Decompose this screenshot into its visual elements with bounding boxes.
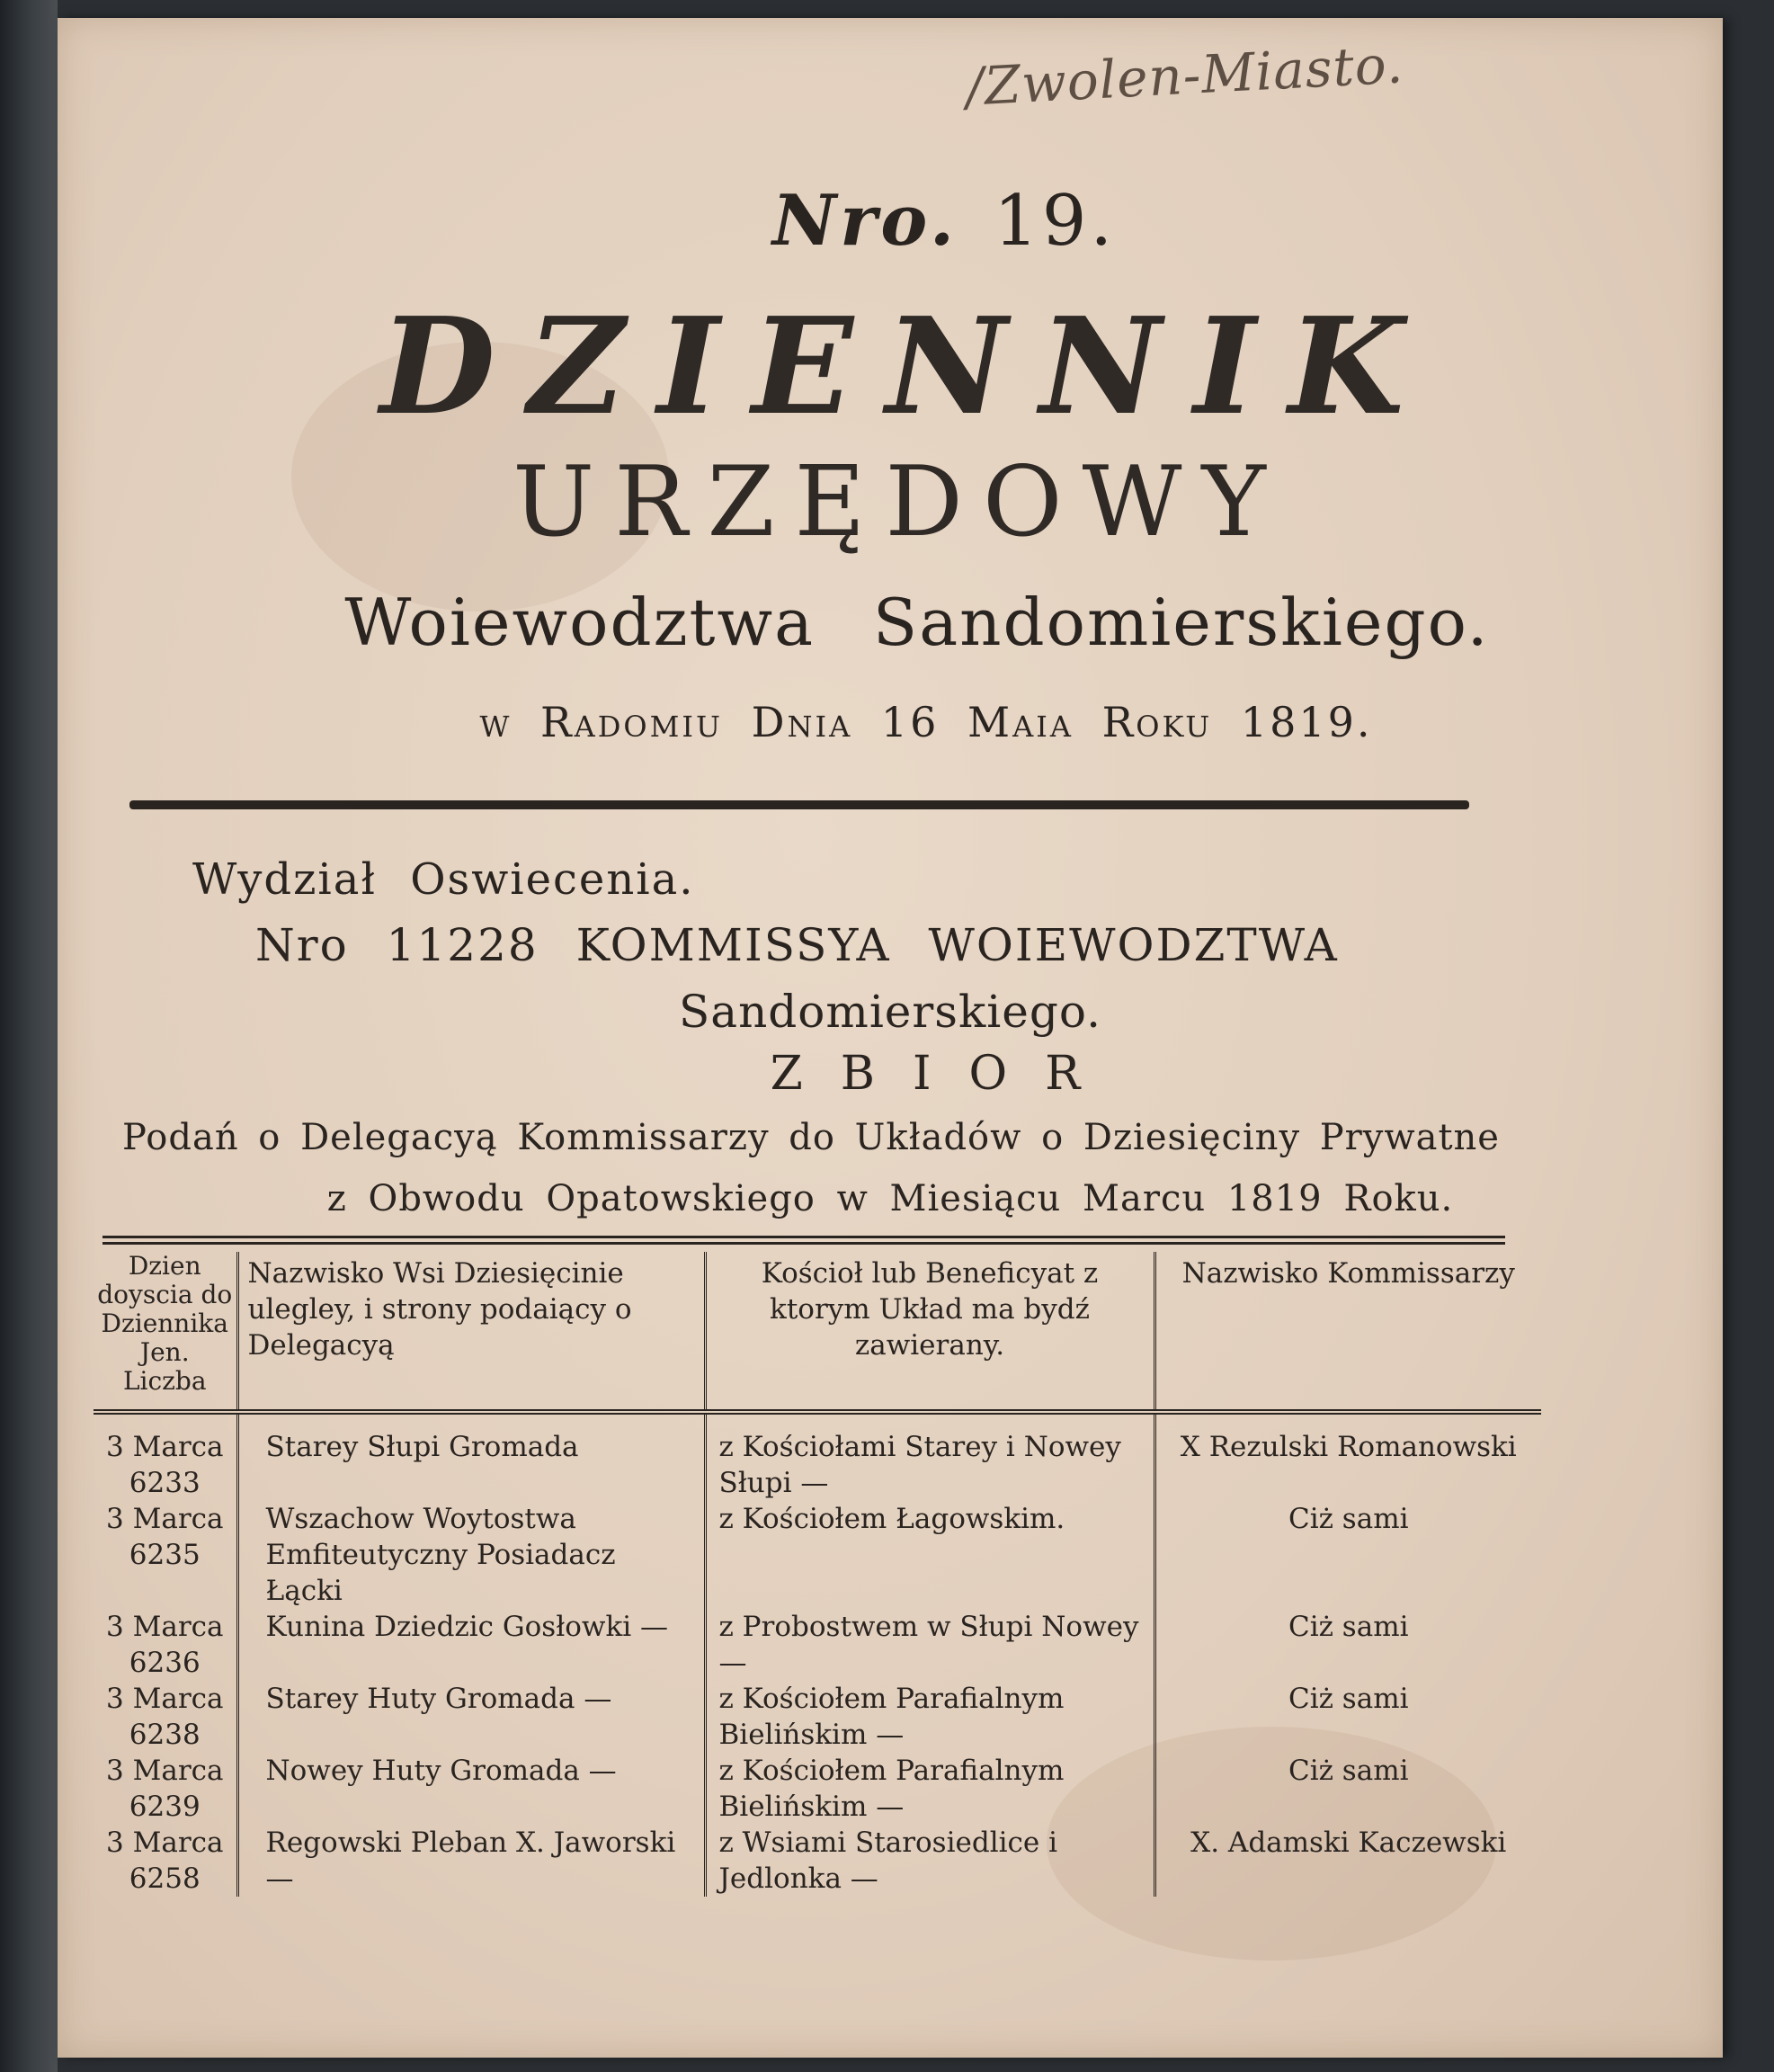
- cell-church: z Probostwem w Słupi Nowey —: [705, 1609, 1154, 1681]
- cell-commissioners: Ciż sami: [1154, 1501, 1541, 1609]
- binding-spine: [0, 0, 58, 2072]
- document-page: [58, 18, 1723, 2058]
- issue-number: [58, 180, 1723, 262]
- row-number: 6239: [129, 1791, 201, 1823]
- row-number: 6235: [129, 1539, 201, 1571]
- cell-church: z Kościołem Parafialnym Bielińskim —: [705, 1753, 1154, 1825]
- table-row: [94, 1681, 1541, 1753]
- table-top-rule-end: [1370, 1236, 1505, 1245]
- header-date-number: Dzien doyscia do Dziennika Jen. Liczba: [97, 1251, 233, 1396]
- table-top-rule: [103, 1236, 1397, 1245]
- masthead-title: DZIENNIK: [379, 288, 1437, 444]
- masthead-subtitle: URZĘDOWY: [513, 446, 1286, 558]
- header-church: Kościoł lub Beneficyat z ktorym Układ ma bydź zawierany.: [705, 1252, 1154, 1412]
- cell-commissioners: Ciż sami: [1154, 1681, 1541, 1753]
- cell-date-number: [94, 1753, 237, 1825]
- cell-date-number: [94, 1412, 237, 1501]
- header-village: Nazwisko Wsi Dziesięcinie ulegley, i strony podaiący o Delegacyą: [237, 1252, 705, 1412]
- table-header-row: [94, 1252, 1541, 1412]
- row-number: 6233: [129, 1467, 201, 1499]
- masthead-divider: [129, 800, 1469, 809]
- issue-number-value: 19.: [994, 181, 1117, 262]
- cell-village: Kunina Dziedzic Gosłowki —: [237, 1609, 705, 1681]
- cell-commissioners: X. Adamski Kaczewski: [1154, 1825, 1541, 1897]
- cell-commissioners: Ciż sami: [1154, 1609, 1541, 1681]
- cell-commissioners: X Rezulski Romanowski: [1154, 1412, 1541, 1501]
- table-row: [94, 1825, 1541, 1897]
- cell-date-number: [94, 1501, 237, 1609]
- table-row: [94, 1412, 1541, 1501]
- cell-village: Nowey Huty Gromada —: [237, 1753, 705, 1825]
- cell-date-number: [94, 1825, 237, 1897]
- handwritten-note: /Zwolen-Miasto.: [964, 33, 1405, 118]
- table-row: [94, 1501, 1541, 1609]
- row-date: 3 Marca: [106, 1611, 224, 1643]
- cell-church: z Wsiami Starosiedlice i Jedlonka —: [705, 1825, 1154, 1897]
- row-number: 6238: [129, 1719, 201, 1751]
- row-date: 3 Marca: [106, 1503, 224, 1535]
- header-commissioners: Nazwisko Kommissarzy: [1154, 1252, 1541, 1412]
- register-table: [94, 1252, 1541, 1897]
- table-row: [94, 1753, 1541, 1825]
- cell-village: Starey Słupi Gromada: [237, 1412, 705, 1501]
- cell-village: Starey Huty Gromada —: [237, 1681, 705, 1753]
- row-date: 3 Marca: [106, 1683, 224, 1715]
- notice-header: Nro 11228 KOMMISSYA WOIEWODZTWA: [255, 919, 1339, 971]
- cell-church: z Kościołami Starey i Nowey Słupi —: [705, 1412, 1154, 1501]
- row-date: 3 Marca: [106, 1755, 224, 1787]
- row-date: 3 Marca: [106, 1431, 224, 1463]
- cell-village: Regowski Pleban X. Jaworski —: [237, 1825, 705, 1897]
- cell-village: Wszachow Woytostwa Emfiteutyczny Posiadacz Łącki: [237, 1501, 705, 1609]
- cell-commissioners: Ciż sami: [1154, 1753, 1541, 1825]
- masthead-region: Woiewodztwa Sandomierskiego.: [344, 585, 1490, 660]
- row-number: 6236: [129, 1647, 201, 1679]
- cell-church: z Kościołem Łagowskim.: [705, 1501, 1154, 1609]
- row-number: 6258: [129, 1862, 201, 1895]
- table-row: [94, 1609, 1541, 1681]
- section-title: Wydział Oswiecenia.: [192, 854, 695, 905]
- notice-subtitle: Podań o Delegacyą Kommissarzy do Układów o Dziesięciny Prywatne: [122, 1117, 1500, 1158]
- notice-header-region: Sandomierskiego.: [679, 986, 1101, 1038]
- cell-church: z Kościołem Parafialnym Bielińskim —: [705, 1681, 1154, 1753]
- row-date: 3 Marca: [106, 1826, 224, 1859]
- issue-label: Nro.: [771, 180, 958, 262]
- notice-zbior: ZBIOR: [770, 1047, 1119, 1101]
- cell-date-number: [94, 1609, 237, 1681]
- cell-date-number: [94, 1681, 237, 1753]
- dateline: w Radomiu Dnia 16 Maia Roku 1819.: [479, 698, 1373, 746]
- notice-subtitle-line2: z Obwodu Opatowskiego w Miesiącu Marcu 1819 Roku.: [326, 1178, 1454, 1219]
